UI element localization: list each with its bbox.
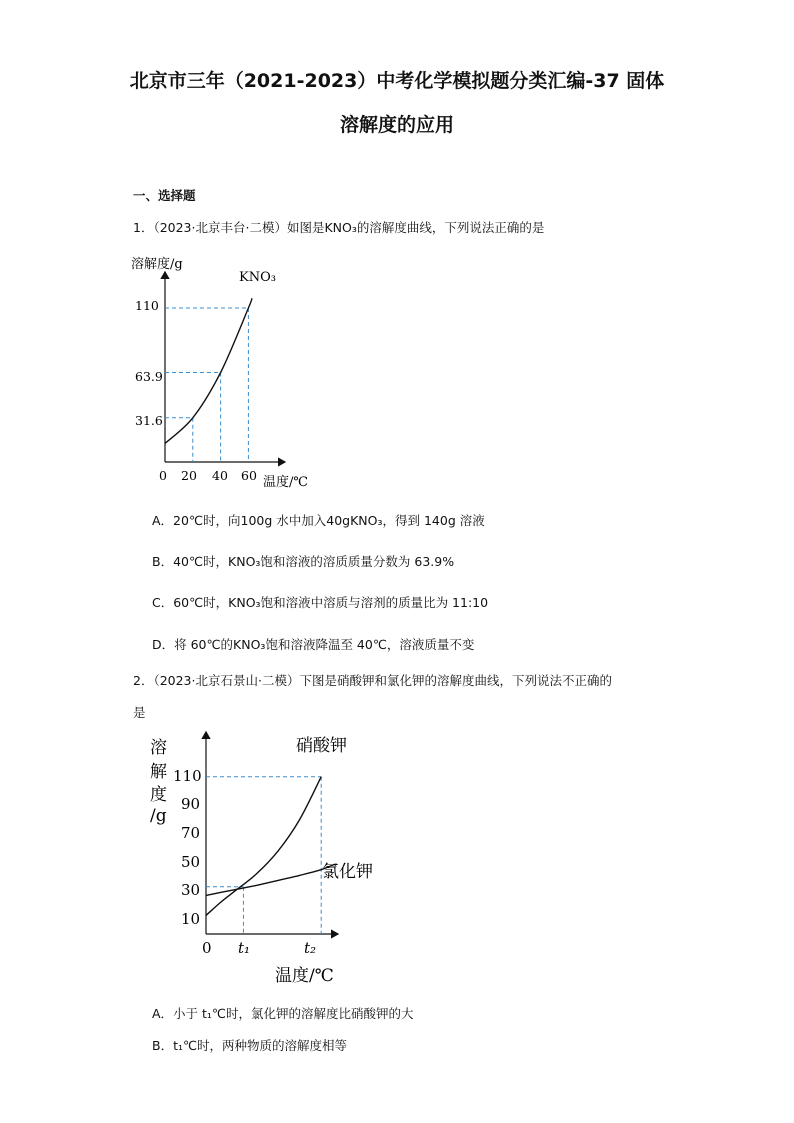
document-title-line-1: 北京市三年（2021-2023）中考化学模拟题分类汇编-37 固体: [129, 70, 665, 92]
q1-option-a: A．20℃时，向100g 水中加入40gKNO₃，得到 140g 溶液: [152, 513, 485, 528]
x-tick-60: 60: [241, 468, 257, 483]
question-2-stem-line-1: 2．（2023·北京石景山·二模）下图是硝酸钾和氯化钾的溶解度曲线，下列说法不正确的: [133, 673, 612, 688]
x-tick-0: 0: [159, 468, 167, 483]
y-tick-31-6: 31.6: [135, 413, 163, 428]
question-1-stem: 1．（2023·北京丰台·二模）如图是KNO₃的溶解度曲线，下列说法正确的是: [133, 220, 545, 235]
q1-option-c: C．60℃时，KNO₃饱和溶液中溶质与溶剂的质量比为 11:10: [152, 595, 489, 610]
x-tick-40: 40: [212, 468, 228, 483]
q1-option-d: D．将 60℃的KNO₃饱和溶液降温至 40℃，溶液质量不变: [152, 637, 475, 652]
x-tick-t1: t₁: [238, 939, 251, 957]
series-label-kcl: 氯化钾: [322, 862, 373, 882]
y-axis-label-char-4: /g: [150, 806, 167, 826]
kno3-kcl-solubility-chart: [140, 727, 400, 992]
y-axis-label-char-1: 溶: [150, 738, 167, 758]
y-axis-label-char-3: 度: [150, 785, 167, 805]
y-tick-50: 50: [181, 853, 201, 871]
kcl-curve: [206, 864, 336, 896]
y-tick-90: 90: [181, 795, 201, 813]
x-axis-label: 温度/℃: [275, 966, 334, 986]
x-tick-0: 0: [202, 939, 212, 957]
x-axis-label: 温度/℃: [263, 475, 308, 490]
y-tick-63-9: 63.9: [135, 369, 163, 384]
kno3-solubility-chart: [125, 250, 325, 495]
x-tick-t2: t₂: [304, 939, 317, 957]
y-tick-110: 110: [173, 767, 202, 785]
question-2-stem-line-2: 是: [133, 705, 146, 720]
q2-option-a: A．小于 t₁℃时，氯化钾的溶解度比硝酸钾的大: [152, 1006, 414, 1021]
document-title-line-2: 溶解度的应用: [339, 114, 454, 136]
y-tick-10: 10: [181, 910, 201, 928]
y-tick-70: 70: [181, 824, 201, 842]
x-tick-20: 20: [181, 468, 197, 483]
y-tick-110: 110: [135, 298, 159, 313]
y-axis-label-char-2: 解: [150, 762, 167, 782]
series-label-kno3: 硝酸钾: [296, 736, 347, 756]
section-heading: 一、选择题: [133, 188, 196, 203]
kno3-curve: [165, 298, 252, 443]
q1-option-b: B．40℃时，KNO₃饱和溶液的溶质质量分数为 63.9%: [152, 554, 455, 569]
series-label-kno3: KNO₃: [239, 270, 276, 285]
q2-option-b: B．t₁℃时，两种物质的溶解度相等: [152, 1038, 348, 1053]
y-axis-label: 溶解度/g: [131, 257, 183, 272]
y-tick-30: 30: [181, 881, 201, 899]
kno3-curve: [206, 777, 321, 916]
